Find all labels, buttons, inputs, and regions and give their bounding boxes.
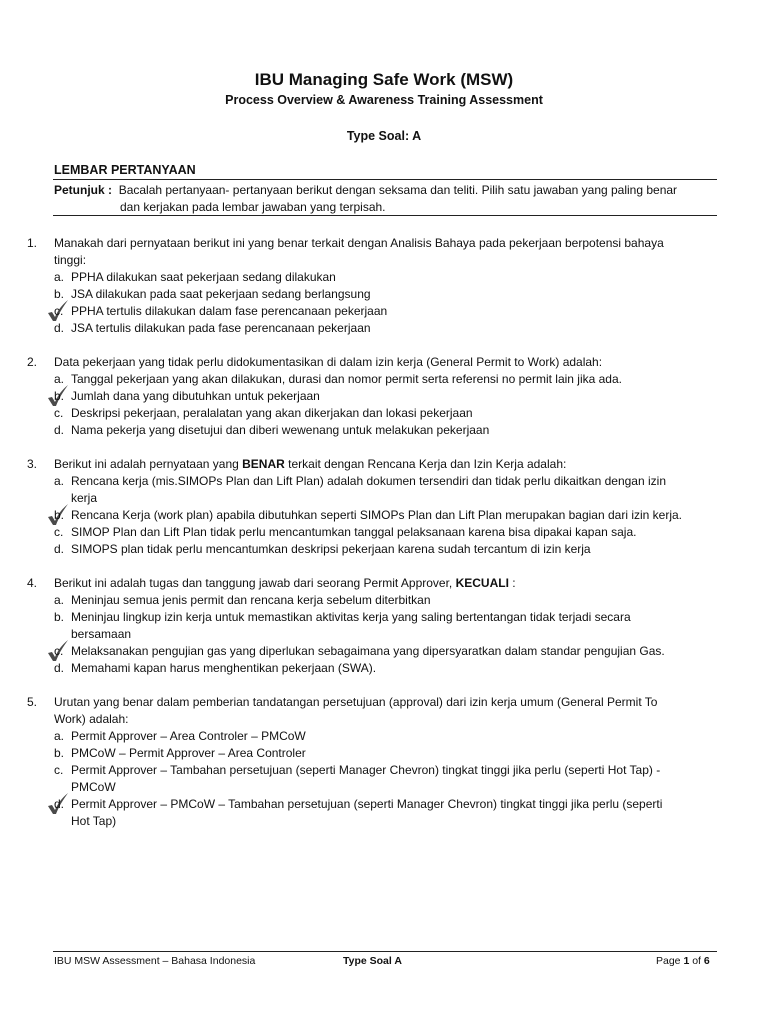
option-letter: a. xyxy=(54,372,65,386)
option-letter: d. xyxy=(54,797,65,811)
answer-option xyxy=(0,422,768,439)
answer-option-continuation xyxy=(0,779,768,796)
footer-rule xyxy=(53,951,717,952)
question-number: 3. xyxy=(27,457,38,471)
question-line xyxy=(0,456,768,473)
question-number: 1. xyxy=(27,236,38,250)
answer-option xyxy=(0,320,768,337)
answer-option-continuation xyxy=(0,490,768,507)
question-number: 4. xyxy=(27,576,38,590)
answer-option xyxy=(0,728,768,745)
question-text: Data pekerjaan yang tidak perlu didokumentasikan di dalam izin kerja (General Permit to Work) adalah: xyxy=(54,355,603,369)
option-letter: b. xyxy=(54,287,65,301)
option-text: Rencana Kerja (work plan) apabila dibutuhkan seperti SIMOPs Plan dan Lift Plan merupakan bagian dari izin kerja. xyxy=(71,508,683,522)
question-item xyxy=(0,235,768,337)
option-text: PPHA tertulis dilakukan dalam fase perencanaan pekerjaan xyxy=(71,304,388,318)
question-text: Berikut ini adalah tugas dan tanggung jawab dari seorang Permit Approver, KECUALI : xyxy=(54,576,516,590)
answer-option xyxy=(0,405,768,422)
answer-option xyxy=(0,660,768,677)
option-letter: a. xyxy=(54,474,65,488)
option-text: Meninjau lingkup izin kerja untuk memastikan aktivitas kerja yang saling bertentangan tidak terjadi secara xyxy=(71,610,631,624)
instruction-block xyxy=(54,182,718,216)
answer-option xyxy=(0,745,768,762)
answer-option-continuation xyxy=(0,813,768,830)
sheet-label: LEMBAR PERTANYAAN xyxy=(54,163,196,177)
option-text: PMCoW xyxy=(71,780,116,794)
option-letter: b. xyxy=(54,746,65,760)
question-line xyxy=(0,575,768,592)
page-current: 1 xyxy=(683,955,690,967)
question-number: 5. xyxy=(27,695,38,709)
instruction-label: Petunjuk : xyxy=(54,183,113,197)
answer-option xyxy=(0,796,768,813)
question-item xyxy=(0,456,768,558)
answer-option xyxy=(0,286,768,303)
option-text: Deskripsi pekerjaan, peralalatan yang akan dikerjakan dan lokasi pekerjaan xyxy=(71,406,473,420)
option-letter: c. xyxy=(54,406,64,420)
option-text: Meninjau semua jenis permit dan rencana kerja sebelum diterbitkan xyxy=(71,593,431,607)
question-line xyxy=(0,235,768,252)
option-text: Jumlah dana yang dibutuhkan untuk pekerjaan xyxy=(71,389,320,403)
page-prefix: Page xyxy=(656,955,681,967)
option-text: PPHA dilakukan saat pekerjaan sedang dilakukan xyxy=(71,270,336,284)
instruction-text-1: Bacalah pertanyaan- pertanyaan berikut dengan seksama dan teliti. Pilih satu jawaban yang paling benar xyxy=(118,183,678,197)
question-line xyxy=(0,711,768,728)
test-type-label: Type Soal: A xyxy=(346,129,422,143)
option-letter: a. xyxy=(54,270,65,284)
answer-option xyxy=(0,371,768,388)
option-text: kerja xyxy=(71,491,98,505)
answer-option xyxy=(0,388,768,405)
footer-left-text: IBU MSW Assessment – Bahasa Indonesia xyxy=(54,955,256,967)
question-line xyxy=(0,694,768,711)
option-text: Permit Approver – PMCoW – Tambahan persetujuan (seperti Manager Chevron) tingkat tinggi jika perlu (seperti xyxy=(71,797,663,811)
option-text: Hot Tap) xyxy=(71,814,117,828)
answer-option xyxy=(0,507,768,524)
option-letter: c. xyxy=(54,525,64,539)
question-line xyxy=(0,252,768,269)
instruction-line-2: dan kerjakan pada lembar jawaban yang terpisah. xyxy=(120,200,386,214)
question-text: Berikut ini adalah pernyataan yang BENAR terkait dengan Rencana Kerja dan Izin Kerja adalah: xyxy=(54,457,567,471)
question-text: tinggi: xyxy=(54,253,87,267)
question-text: Manakah dari pernyataan berikut ini yang benar terkait dengan Analisis Bahaya pada pekerjaan berpotensi bahaya xyxy=(54,236,664,250)
option-text: Tanggal pekerjaan yang akan dilakukan, durasi dan nomor permit serta referensi no permit lain jika ada. xyxy=(71,372,622,386)
document-title: IBU Managing Safe Work (MSW) xyxy=(254,70,514,89)
option-text: SIMOPS plan tidak perlu mencantumkan deskripsi pekerjaan karena sudah tercantum di izin kerja xyxy=(71,542,591,556)
question-line xyxy=(0,354,768,371)
question-number: 2. xyxy=(27,355,38,369)
option-text: Nama pekerja yang disetujui dan diberi wewenang untuk melakukan pekerjaan xyxy=(71,423,490,437)
option-letter: a. xyxy=(54,593,65,607)
option-letter: d. xyxy=(54,423,65,437)
option-text: Permit Approver – Tambahan persetujuan (seperti Manager Chevron) tingkat tinggi jika perlu (seperti Hot Tap) - xyxy=(71,763,661,777)
answer-option xyxy=(0,643,768,660)
question-text: Urutan yang benar dalam pemberian tandatangan persetujuan (approval) dari izin kerja umum (General Permit To xyxy=(54,695,658,709)
instruction-line-1 xyxy=(54,182,718,199)
answer-option xyxy=(0,609,768,626)
footer-page-number xyxy=(656,955,710,967)
option-text: JSA tertulis dilakukan pada fase perencanaan pekerjaan xyxy=(71,321,371,335)
option-letter: d. xyxy=(54,661,65,675)
option-text: Melaksanakan pengujian gas yang diperlukan sebagaimana yang dipersyaratkan dalam standar pengujian Gas. xyxy=(71,644,665,658)
answer-option xyxy=(0,541,768,558)
option-letter: c. xyxy=(54,644,64,658)
option-text: PMCoW – Permit Approver – Area Controler xyxy=(71,746,306,760)
option-letter: c. xyxy=(54,304,64,318)
answer-option xyxy=(0,473,768,490)
answer-option xyxy=(0,524,768,541)
option-letter: c. xyxy=(54,763,64,777)
answer-option xyxy=(0,269,768,286)
option-text: Memahami kapan harus menghentikan pekerjaan (SWA). xyxy=(71,661,377,675)
option-letter: d. xyxy=(54,321,65,335)
answer-option xyxy=(0,762,768,779)
question-item xyxy=(0,694,768,830)
option-text: Permit Approver – Area Controler – PMCoW xyxy=(71,729,306,743)
question-text: Work) adalah: xyxy=(54,712,129,726)
option-text: SIMOP Plan dan Lift Plan tidak perlu mencantumkan tanggal pelaksanaan karena bisa dipakai kapan saja. xyxy=(71,525,637,539)
footer-type-text: Type Soal A xyxy=(343,955,402,967)
option-text: bersamaan xyxy=(71,627,132,641)
answer-option xyxy=(0,303,768,320)
option-text: Rencana kerja (mis.SIMOPs Plan dan Lift Plan) adalah dokumen tersendiri dan tidak perlu dikaitkan dengan izin xyxy=(71,474,666,488)
option-letter: b. xyxy=(54,508,65,522)
option-letter: b. xyxy=(54,389,65,403)
answer-option xyxy=(0,592,768,609)
question-list xyxy=(0,235,768,847)
option-text: JSA dilakukan pada saat pekerjaan sedang berlangsung xyxy=(71,287,371,301)
instruction-bottom-rule xyxy=(53,215,717,216)
question-item xyxy=(0,575,768,677)
document-subtitle: Process Overview & Awareness Training Assessment xyxy=(225,93,543,107)
question-item xyxy=(0,354,768,439)
option-letter: b. xyxy=(54,610,65,624)
answer-option-continuation xyxy=(0,626,768,643)
page-total: 6 xyxy=(703,955,710,967)
page-of: of xyxy=(692,955,701,967)
instruction-top-rule xyxy=(53,179,717,180)
option-letter: a. xyxy=(54,729,65,743)
option-letter: d. xyxy=(54,542,65,556)
